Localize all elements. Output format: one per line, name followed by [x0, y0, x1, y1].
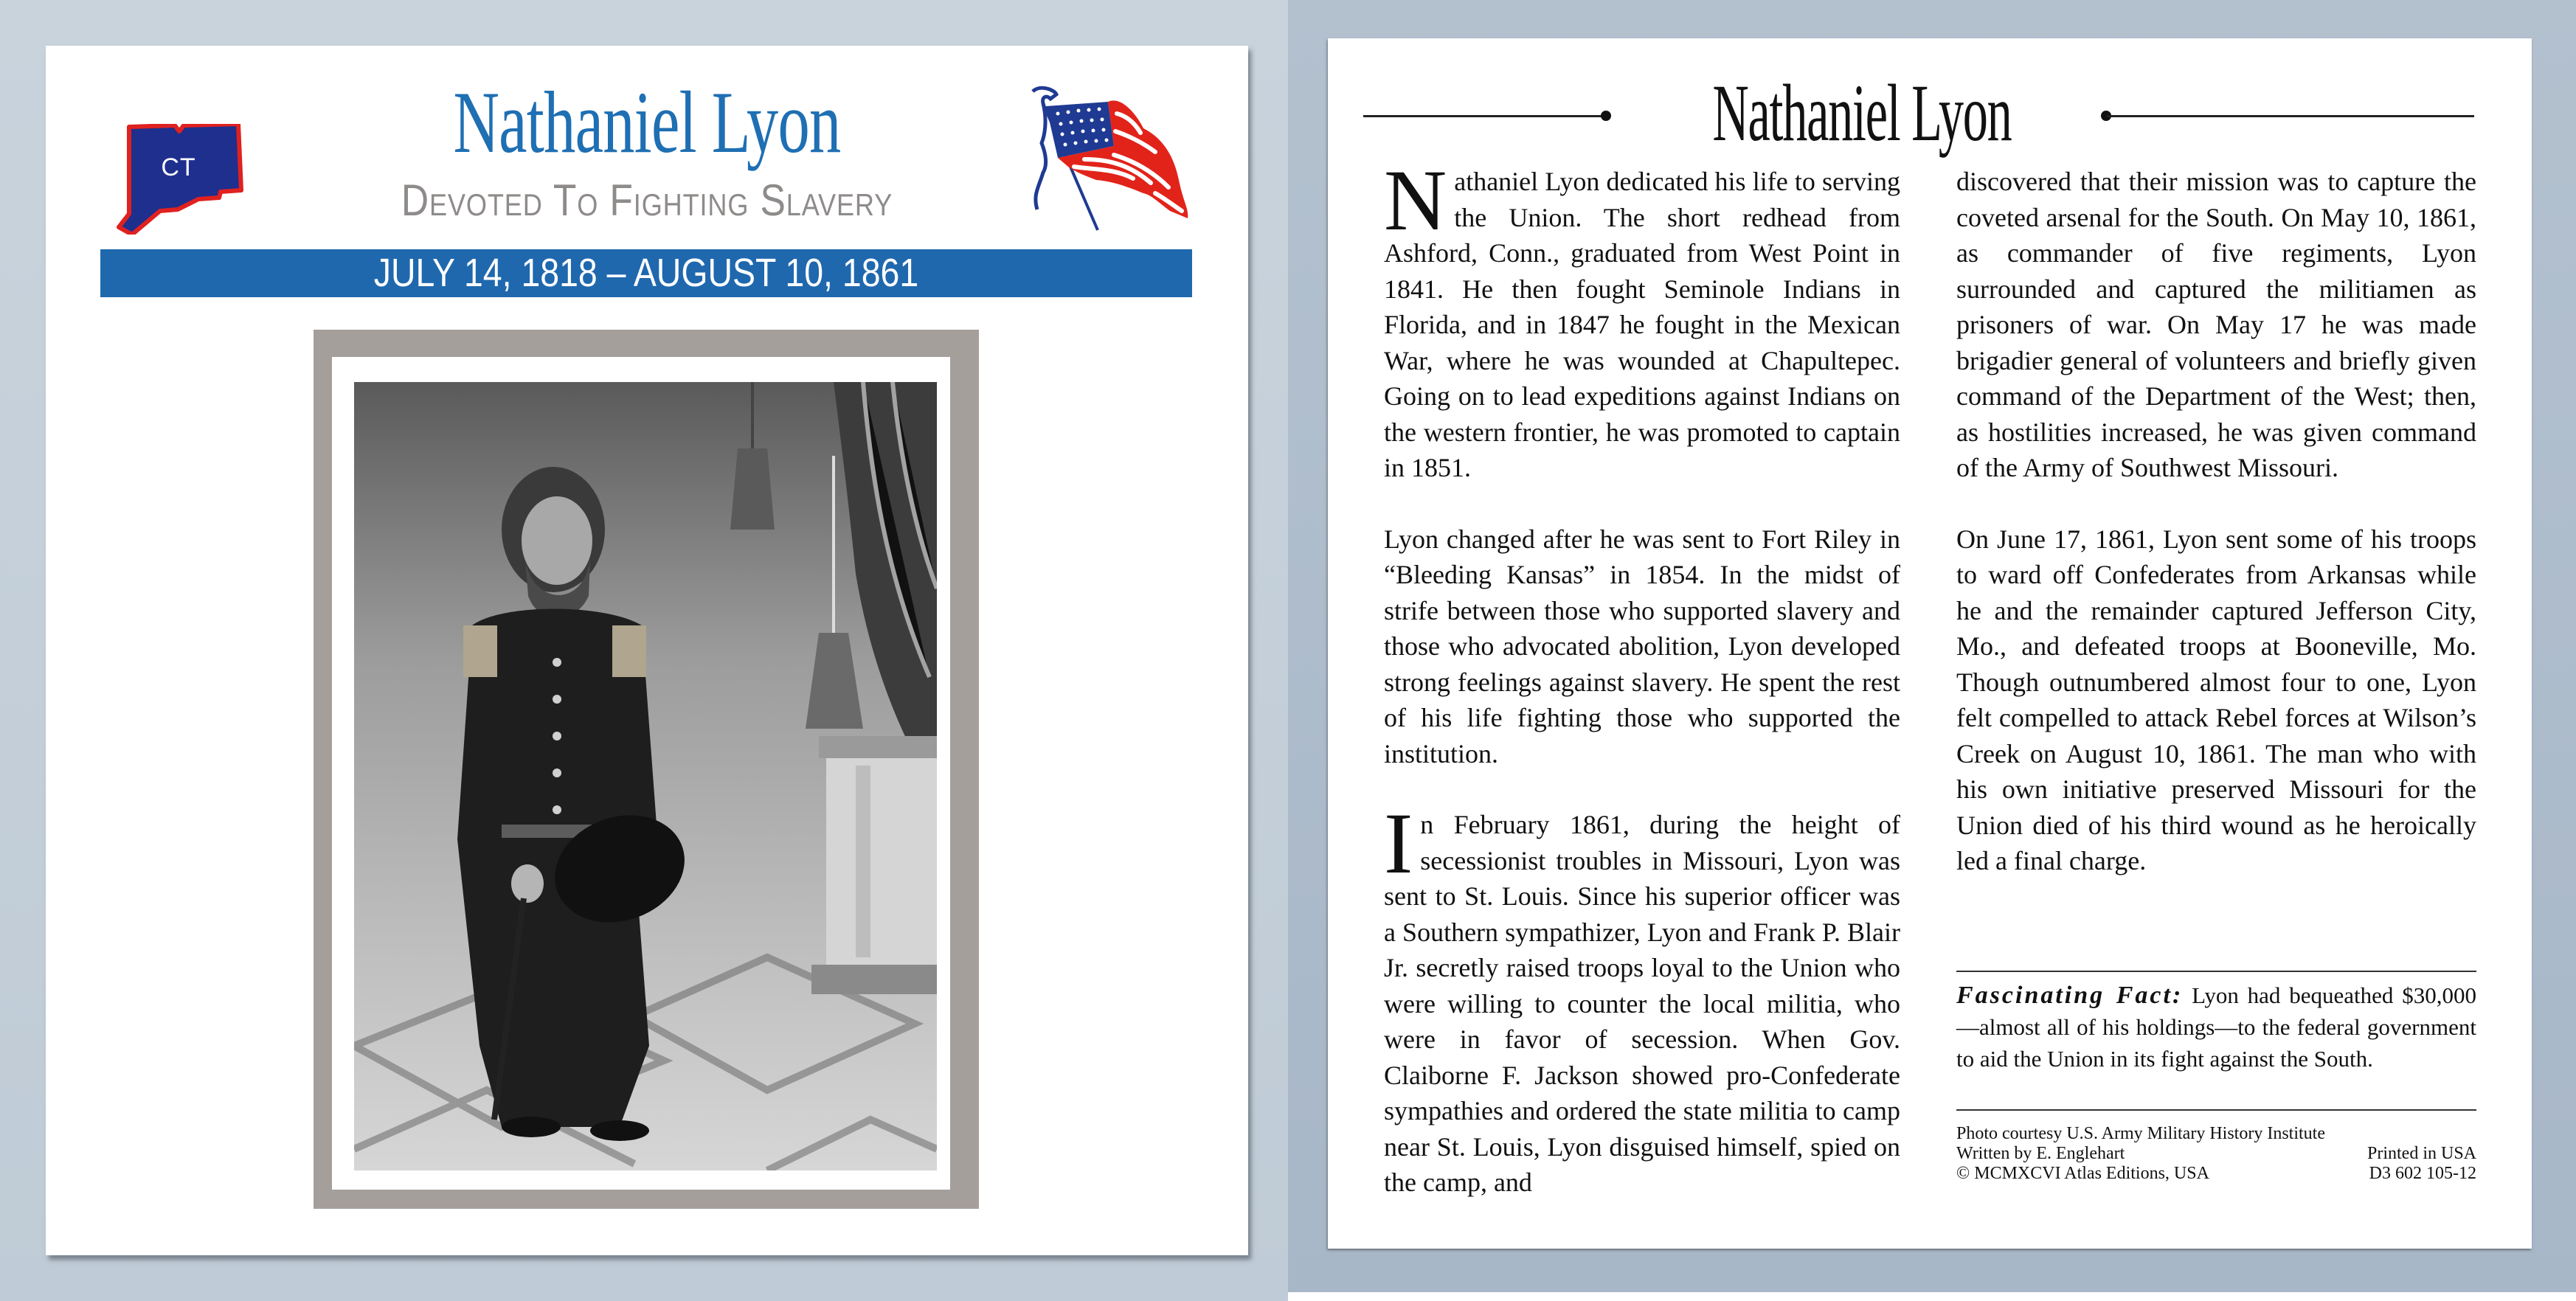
date-band: [100, 249, 1192, 297]
paragraph-text: On June 17, 1861, Lyon sent some of his troops to ward off Confederates from Arkansas while he and the remainder captured Jefferson City, Mo., and defeated troops at Booneville, Mo. Though outnumbered almost four to one, Lyon felt compelled to attack Rebel forces at Wilson’s Creek on August 10, 1861. The man who with his own initiative preserved Missouri for the Union died of his third wound as he heroically led a final charge.: [1956, 524, 2476, 875]
fact-rule-top: [1956, 971, 2476, 972]
printed-in: Printed in USA: [2366, 1144, 2476, 1163]
fact-label: Fascinating Fact:: [1956, 982, 2184, 1009]
title-rule-left: [1363, 115, 1607, 117]
paragraph-1: [1384, 152, 1900, 486]
credit-row-copyright: [1956, 1164, 2476, 1184]
credit-row-photo: [1956, 1124, 2476, 1144]
product-code: D3 602 105-12: [2369, 1164, 2476, 1183]
card-front: [46, 46, 1248, 1255]
title-rule-right: [2107, 115, 2474, 117]
copyright: © MCMXCVI Atlas Editions, USA: [1956, 1164, 2209, 1183]
photo-mat: [332, 357, 950, 1190]
state-abbreviation: CT: [161, 153, 196, 181]
front-subtitle: Devoted To Fighting Slavery: [401, 176, 893, 225]
card-back: [1328, 38, 2532, 1249]
portrait-photo: [354, 382, 937, 1170]
dropcap: N: [1384, 152, 1447, 249]
title-dot-left: [1601, 111, 1611, 121]
text-column-right: [1956, 164, 2476, 915]
front-title: Nathaniel Lyon: [453, 73, 841, 171]
paragraph-text: discovered that their mission was to capture the coveted arsenal for the South. On May 10, 1861, as commander of five regiments, Lyon surrounded and captured the militiamen as prisoners of war. On May 17 he was made brigadier general of volunteers and briefly given command of the Department of the West; then, as hostilities increased, he was given command of the Army of Southwest Missouri.: [1956, 167, 2476, 482]
text-column-left: [1384, 152, 1900, 1236]
dropcap: I: [1384, 795, 1413, 892]
credits: [1956, 1124, 2476, 1184]
writer-credit: Written by E. Englehart: [1956, 1144, 2125, 1163]
photo-credit: Photo courtesy U.S. Army Military History Institute: [1956, 1124, 2325, 1143]
fact-text: Lyon had bequeathed $30,000—almost all of his holdings—to the federal government to aid the Union in its fight against the South.: [1956, 982, 2476, 1072]
fascinating-fact: [1956, 979, 2476, 1075]
back-title: Nathaniel Lyon: [1712, 68, 2012, 158]
paragraph-2: [1384, 521, 1900, 772]
life-dates: JULY 14, 1818 – AUGUST 10, 1861: [373, 251, 919, 295]
paragraph-text: athaniel Lyon dedicated his life to serving the Union. The short redhead from Ashford, Conn., graduated from West Point in 1841. He then fought Seminole Indians in Florida, and in 1847 he fought in the Mexican War, where he was wounded at Chapultepec. Going on to lead expeditions against Indians on the western frontier, he was promoted to captain in 1851.: [1384, 167, 1900, 482]
paragraph-5: [1956, 521, 2476, 879]
fact-rule-bottom: [1956, 1109, 2476, 1111]
american-flag-icon: [1025, 84, 1197, 235]
credit-row-writer: [1956, 1144, 2476, 1164]
back-header: [1363, 68, 2474, 158]
paragraph-text: n February 1861, during the height of secessionist troubles in Missouri, Lyon was sent to St. Louis. Since his superior officer was a Southern sympathizer, Lyon and Frank P. Blair Jr. secretly raised troops loyal to the Union who were willing to counter the local militia, who were in favor of secession. When Gov. Claiborne F. Jackson showed pro-Confederate sympathies and ordered the state militia to camp near St. Louis, Lyon disguised himself, spied on the camp, and: [1384, 810, 1900, 1197]
paragraph-4: [1956, 164, 2476, 486]
background-strip: [1288, 1292, 2576, 1301]
photo-frame: [314, 330, 979, 1209]
paragraph-text: Lyon changed after he was sent to Fort Riley in “Bleeding Kansas” in 1854. In the midst of strife between those who supported slavery and those who advocated abolition, Lyon developed strong feelings against slavery. He spent the rest of his life fighting those who supported the institution.: [1384, 524, 1900, 769]
paragraph-3: [1384, 795, 1900, 1201]
